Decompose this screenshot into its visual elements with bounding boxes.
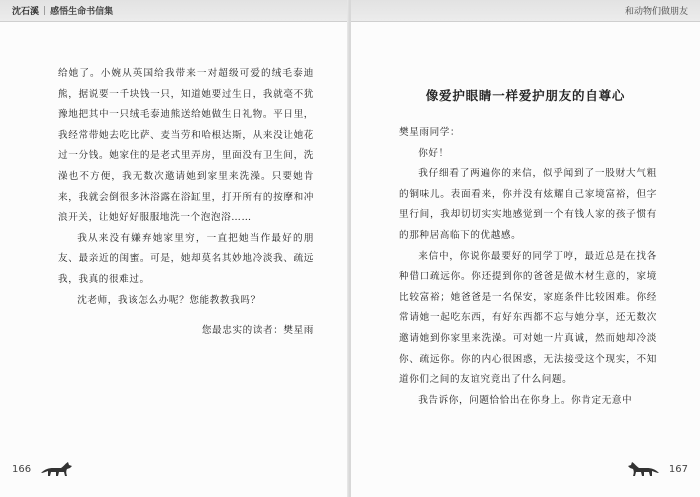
header-separator: | — [43, 5, 47, 16]
letter-title: 像爱护眼睛一样爱护朋友的自尊心 — [425, 88, 626, 103]
letter-signature: 您最忠实的读者：樊星雨 — [201, 325, 314, 337]
letter-greeting: 你好！ — [418, 147, 449, 159]
right-paragraph: 来信中，你说你最要好的同学丁哼，最近总是在找各种借口疏远你。你还提到你的爸爸是做木材生意的，家境比较富裕；她爸爸是一名保安，家庭条件比较困难。你经常请她一起吃东西，有好东西都不忘与她分享，还无数次邀请她到你家里来洗澡。可对她一片真诚，然而她却冷淡你、疏远你。你的内心很困惑，无法接受这个现实，不知道你们之间的友谊究竟出了什么问题。 — [399, 250, 657, 386]
left-body-text — [58, 64, 314, 342]
right-paragraph: 我告诉你，问题恰恰出在你身上。你肯定无意中 — [418, 394, 633, 406]
header-chapter: 和动物们做朋友 — [624, 7, 688, 17]
page-number-right: 167 — [668, 463, 688, 475]
letter-salutation: 樊星雨同学： — [399, 127, 461, 138]
right-running-header — [351, 0, 700, 22]
page-number-left: 166 — [12, 463, 32, 475]
header-series: 感悟生命书信集 — [50, 7, 114, 17]
header-author: 沈石溪 — [12, 7, 40, 17]
left-folio — [12, 460, 73, 478]
left-page — [0, 0, 349, 497]
left-running-header — [0, 0, 349, 22]
right-page — [351, 0, 700, 497]
left-paragraph: 我从来没有嫌弃她家里穷，一直把她当作最好的朋友、最亲近的闺蜜。可是，她却莫名其妙地冷淡我、疏远我，我真的很难过。 — [58, 232, 314, 285]
left-paragraph: 沈老师，我该怎么办呢？您能教教我吗？ — [77, 294, 261, 306]
left-paragraph: 给她了。小婉从英国给我带来一对超级可爱的绒毛泰迪熊，据说要一千块钱一只，知道她要过生日，我就毫不犹豫地把其中一只绒毛泰迪熊送给她做生日礼物。平日里，我经常带她去吃比萨、麦当劳和哈根达斯，从来没让她花过一分钱。她家住的是老式里弄房，里面没有卫生间，洗澡也不方便，我无数次邀请她到家里来洗澡。只要她肯来，我就会倒很多沐浴露在浴缸里，打开所有的按摩和冲浪开关，让她好好服服地洗一个泡泡浴…… — [58, 68, 314, 224]
right-paragraph: 我仔细看了两遍你的来信，似乎闻到了一股财大气粗的铜味儿。表面看来，你并没有炫耀自己家境富裕，但字里行间，我却切切实实地感觉到一个有钱人家的孩子惯有的那种居高临下的优越感。 — [399, 168, 657, 241]
wolf-icon — [627, 460, 661, 478]
right-body-text — [399, 123, 657, 411]
wolf-icon — [39, 460, 73, 478]
right-folio — [627, 460, 688, 478]
